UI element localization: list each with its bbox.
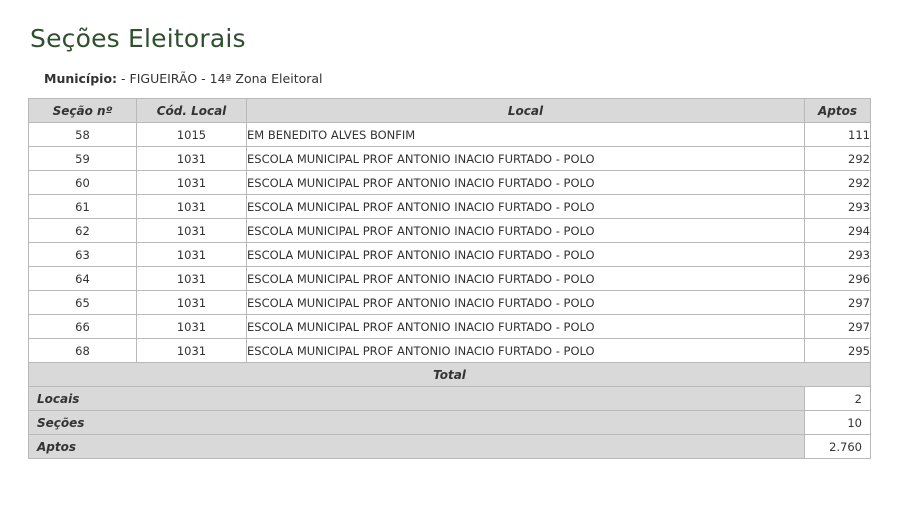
cell-secao: 63 bbox=[29, 243, 137, 267]
municipality-value: - FIGUEIRÃO - 14ª Zona Eleitoral bbox=[121, 71, 323, 86]
cell-local: ESCOLA MUNICIPAL PROF ANTONIO INACIO FURTADO - POLO bbox=[247, 291, 805, 315]
cell-local: ESCOLA MUNICIPAL PROF ANTONIO INACIO FURTADO - POLO bbox=[247, 171, 805, 195]
total-header-row bbox=[29, 363, 871, 387]
table-body bbox=[29, 123, 871, 459]
cell-cod-local: 1031 bbox=[137, 291, 247, 315]
cell-local: ESCOLA MUNICIPAL PROF ANTONIO INACIO FURTADO - POLO bbox=[247, 147, 805, 171]
cell-aptos: 297 bbox=[805, 315, 871, 339]
cell-secao: 66 bbox=[29, 315, 137, 339]
cell-aptos: 293 bbox=[805, 195, 871, 219]
table-row bbox=[29, 123, 871, 147]
cell-local: ESCOLA MUNICIPAL PROF ANTONIO INACIO FURTADO - POLO bbox=[247, 267, 805, 291]
table-row bbox=[29, 243, 871, 267]
cell-secao: 59 bbox=[29, 147, 137, 171]
cell-aptos: 295 bbox=[805, 339, 871, 363]
table-header-row bbox=[29, 99, 871, 123]
cell-cod-local: 1031 bbox=[137, 195, 247, 219]
cell-cod-local: 1031 bbox=[137, 171, 247, 195]
total-value-secoes: 10 bbox=[805, 411, 871, 435]
municipality-label: Município: bbox=[44, 71, 118, 86]
cell-local: ESCOLA MUNICIPAL PROF ANTONIO INACIO FURTADO - POLO bbox=[247, 243, 805, 267]
cell-local: EM BENEDITO ALVES BONFIM bbox=[247, 123, 805, 147]
total-label-secoes: Seções bbox=[29, 411, 805, 435]
cell-cod-local: 1031 bbox=[137, 315, 247, 339]
table-row bbox=[29, 147, 871, 171]
table-row bbox=[29, 339, 871, 363]
cell-secao: 62 bbox=[29, 219, 137, 243]
cell-aptos: 294 bbox=[805, 219, 871, 243]
cell-local: ESCOLA MUNICIPAL PROF ANTONIO INACIO FURTADO - POLO bbox=[247, 195, 805, 219]
cell-local: ESCOLA MUNICIPAL PROF ANTONIO INACIO FURTADO - POLO bbox=[247, 315, 805, 339]
cell-cod-local: 1031 bbox=[137, 147, 247, 171]
table-header bbox=[29, 99, 871, 123]
cell-aptos: 297 bbox=[805, 291, 871, 315]
cell-secao: 68 bbox=[29, 339, 137, 363]
total-label-aptos: Aptos bbox=[29, 435, 805, 459]
cell-local: ESCOLA MUNICIPAL PROF ANTONIO INACIO FURTADO - POLO bbox=[247, 339, 805, 363]
total-value-aptos: 2.760 bbox=[805, 435, 871, 459]
column-header-aptos: Aptos bbox=[805, 99, 871, 123]
table-row bbox=[29, 219, 871, 243]
cell-local: ESCOLA MUNICIPAL PROF ANTONIO INACIO FURTADO - POLO bbox=[247, 219, 805, 243]
cell-aptos: 292 bbox=[805, 171, 871, 195]
table-row bbox=[29, 315, 871, 339]
total-value-locais: 2 bbox=[805, 387, 871, 411]
cell-cod-local: 1015 bbox=[137, 123, 247, 147]
cell-cod-local: 1031 bbox=[137, 219, 247, 243]
municipality-line bbox=[44, 71, 872, 86]
cell-secao: 61 bbox=[29, 195, 137, 219]
column-header-cod-local: Cód. Local bbox=[137, 99, 247, 123]
total-row-aptos bbox=[29, 435, 871, 459]
cell-secao: 64 bbox=[29, 267, 137, 291]
cell-secao: 65 bbox=[29, 291, 137, 315]
column-header-secao: Seção nº bbox=[29, 99, 137, 123]
total-header-label: Total bbox=[29, 363, 871, 387]
cell-aptos: 293 bbox=[805, 243, 871, 267]
cell-aptos: 111 bbox=[805, 123, 871, 147]
table-row bbox=[29, 267, 871, 291]
cell-aptos: 296 bbox=[805, 267, 871, 291]
total-row-locais bbox=[29, 387, 871, 411]
cell-secao: 58 bbox=[29, 123, 137, 147]
column-header-local: Local bbox=[247, 99, 805, 123]
table-row bbox=[29, 195, 871, 219]
cell-secao: 60 bbox=[29, 171, 137, 195]
cell-cod-local: 1031 bbox=[137, 243, 247, 267]
total-row-secoes bbox=[29, 411, 871, 435]
sections-table bbox=[28, 98, 871, 459]
cell-aptos: 292 bbox=[805, 147, 871, 171]
total-label-locais: Locais bbox=[29, 387, 805, 411]
table-row bbox=[29, 171, 871, 195]
cell-cod-local: 1031 bbox=[137, 339, 247, 363]
page-title: Seções Eleitorais bbox=[30, 24, 246, 53]
cell-cod-local: 1031 bbox=[137, 267, 247, 291]
table-row bbox=[29, 291, 871, 315]
